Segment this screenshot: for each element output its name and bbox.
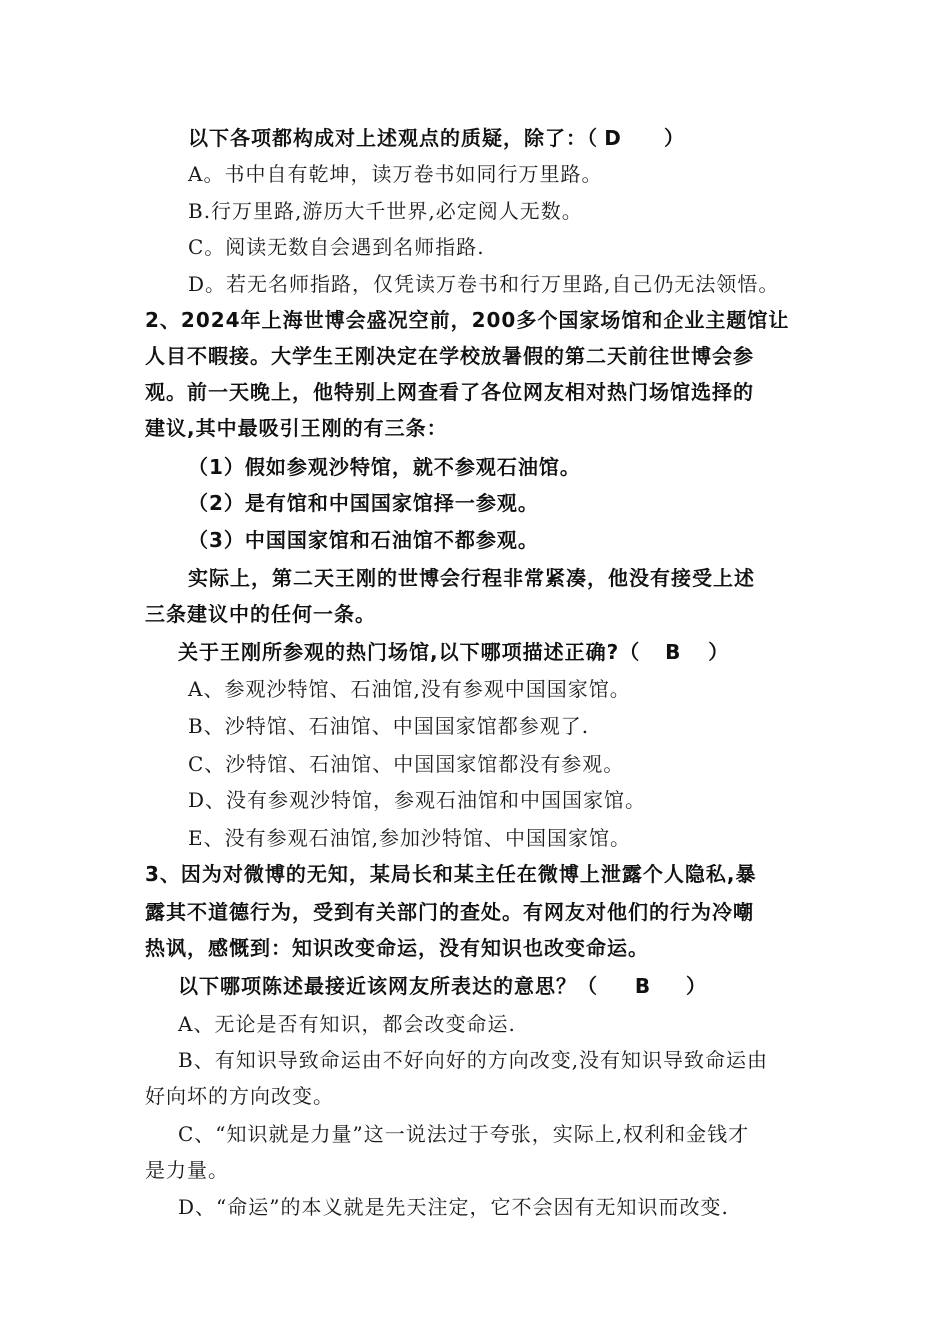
q3-answer: B bbox=[634, 974, 652, 998]
q1-answer: D bbox=[604, 126, 622, 150]
q2-fact-line: 实际上，第二天王刚的世博会行程非常紧凑，他没有接受上述 bbox=[188, 566, 755, 590]
q1-option-b: B.行万里路,游历大千世界,必定阅人无数。 bbox=[188, 199, 583, 223]
q3-option-b: B、有知识导致命运由不好向好的方向改变,没有知识导致命运由 bbox=[178, 1048, 769, 1072]
q3-question-text: 以下哪项陈述最接近该网友所表达的意思？（ bbox=[178, 974, 598, 998]
q2-question-text: 关于王刚所参观的热门场馆,以下哪项描述正确?（ bbox=[178, 640, 641, 664]
q1-option-a: A。书中自有乾坤，读万卷书如同行万里路。 bbox=[188, 162, 603, 186]
q3-stem-line: 3、因为对微博的无知，某局长和某主任在微博上泄露个人隐私,暴 bbox=[145, 862, 757, 886]
q1-close: ） bbox=[664, 126, 685, 150]
q3-option-d: D、“命运”的本义就是先天注定，它不会因有无知识而改变. bbox=[178, 1195, 729, 1219]
q2-stem-line: 观。前一天晚上，他特别上网查看了各位网友相对热门场馆选择的 bbox=[145, 380, 754, 404]
q3-close: ） bbox=[686, 974, 707, 998]
q2-condition-2: （2）是有馆和中国国家馆择一参观。 bbox=[188, 491, 539, 515]
q2-option-d: D、没有参观沙特馆，参观石油馆和中国国家馆。 bbox=[188, 788, 647, 812]
q2-close: ） bbox=[708, 640, 730, 664]
q3-option-b-cont: 好向坏的方向改变。 bbox=[145, 1084, 334, 1108]
q3-question bbox=[178, 972, 707, 1000]
q2-option-e: E、没有参观石油馆,参加沙特馆、中国国家馆。 bbox=[188, 826, 631, 850]
q1-question bbox=[188, 124, 685, 152]
q3-option-a: A、无论是否有知识，都会改变命运. bbox=[178, 1012, 516, 1036]
q3-stem-line: 露其不道德行为，受到有关部门的查处。有网友对他们的行为冷嘲 bbox=[145, 900, 754, 924]
q2-condition-1: （1）假如参观沙特馆，就不参观石油馆。 bbox=[188, 455, 581, 479]
q2-answer: B bbox=[665, 640, 682, 664]
q3-stem-line: 热讽，感慨到：知识改变命运，没有知识也改变命运。 bbox=[145, 936, 649, 960]
q2-stem-line: 2、2024年上海世博会盛况空前，200多个国家场馆和企业主题馆让 bbox=[145, 308, 790, 332]
q1-option-d: D。若无名师指路，仅凭读万卷书和行万里路,自己仍无法领悟。 bbox=[188, 272, 780, 296]
q2-stem-line: 建议,其中最吸引王刚的有三条： bbox=[145, 416, 448, 440]
q2-question bbox=[178, 638, 729, 666]
q2-option-a: A、参观沙特馆、石油馆,没有参观中国国家馆。 bbox=[188, 677, 631, 701]
q3-option-c: C、“知识就是力量”这一说法过于夸张，实际上,权利和金钱才 bbox=[178, 1122, 750, 1146]
q2-option-b: B、沙特馆、石油馆、中国国家馆都参观了. bbox=[188, 714, 590, 738]
q3-option-c-cont: 是力量。 bbox=[145, 1158, 229, 1182]
q2-condition-3: （3）中国国家馆和石油馆不都参观。 bbox=[188, 528, 539, 552]
q2-option-c: C、沙特馆、石油馆、中国国家馆都没有参观。 bbox=[188, 752, 625, 776]
q1-question-text: 以下各项都构成对上述观点的质疑，除了：（ bbox=[188, 126, 598, 150]
q2-fact-line: 三条建议中的任何一条。 bbox=[145, 602, 376, 626]
q2-stem-line: 人目不暇接。大学生王刚决定在学校放暑假的第二天前往世博会参 bbox=[145, 344, 754, 368]
q1-option-c: C。阅读无数自会遇到名师指路. bbox=[188, 235, 485, 259]
